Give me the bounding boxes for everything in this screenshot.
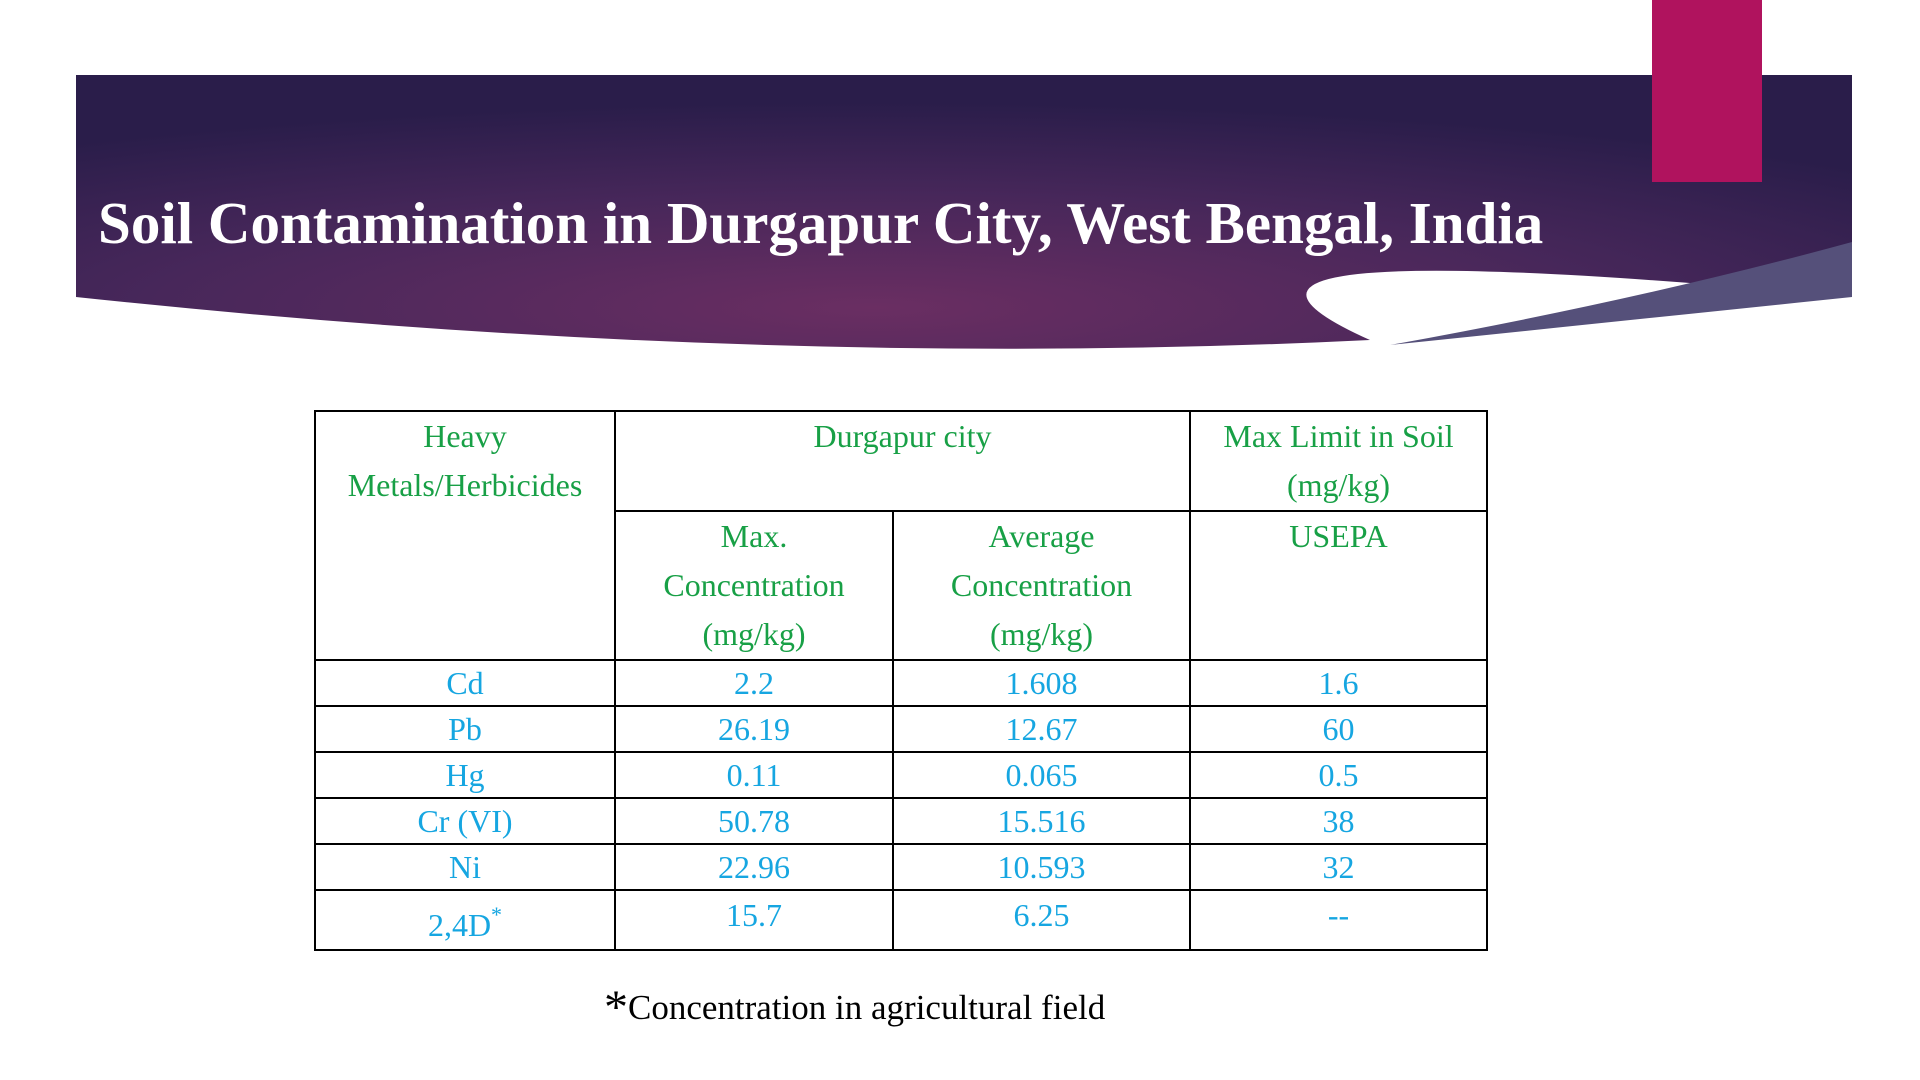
cell-metal-name: 2,4D	[427, 907, 492, 943]
header-heavy-metals-line1: Heavy	[423, 418, 507, 454]
header-durgapur-city: Durgapur city	[615, 411, 1190, 511]
footnote	[604, 980, 1105, 1035]
cell-avg: 10.593	[893, 844, 1190, 890]
slide-title: Soil Contamination in Durgapur City, West Bengal, India	[98, 190, 1544, 256]
header-max-limit-line2: (mg/kg)	[1286, 467, 1391, 503]
header-avg-conc-line2: Concentration	[950, 567, 1133, 603]
cell-limit: 38	[1190, 798, 1487, 844]
table-row	[315, 798, 1487, 844]
header-heavy-metals-line2: Metals/Herbicides	[347, 467, 583, 503]
cell-metal: Cd	[315, 660, 615, 706]
cell-max: 0.11	[615, 752, 893, 798]
table-row	[315, 706, 1487, 752]
cell-max: 22.96	[615, 844, 893, 890]
cell-metal: Pb	[315, 706, 615, 752]
header-avg-conc-line1: Average	[988, 518, 1095, 554]
header-max-conc-line3: (mg/kg)	[702, 616, 806, 652]
cell-max: 26.19	[615, 706, 893, 752]
cell-limit: 0.5	[1190, 752, 1487, 798]
cell-avg: 15.516	[893, 798, 1190, 844]
cell-metal: Hg	[315, 752, 615, 798]
cell-metal: Cr (VI)	[315, 798, 615, 844]
footnote-star: *	[604, 981, 628, 1034]
cell-limit: 60	[1190, 706, 1487, 752]
table-row	[315, 844, 1487, 890]
cell-max: 50.78	[615, 798, 893, 844]
header-max-concentration	[615, 511, 893, 660]
cell-metal: Ni	[315, 844, 615, 890]
footnote-marker: *	[491, 902, 503, 927]
header-avg-conc-line3: (mg/kg)	[989, 616, 1094, 652]
header-usepa: USEPA	[1190, 511, 1487, 660]
table-row	[315, 890, 1487, 950]
cell-avg: 1.608	[893, 660, 1190, 706]
cell-limit: --	[1190, 890, 1487, 950]
cell-avg: 12.67	[893, 706, 1190, 752]
header-max-conc-line2: Concentration	[663, 567, 845, 603]
cell-metal	[315, 890, 615, 950]
cell-max: 15.7	[615, 890, 893, 950]
accent-tab	[1652, 0, 1762, 182]
header-max-limit	[1190, 411, 1487, 511]
contamination-table	[314, 410, 1488, 951]
header-max-conc-line1: Max.	[720, 518, 788, 554]
cell-max: 2.2	[615, 660, 893, 706]
cell-avg: 0.065	[893, 752, 1190, 798]
table-row	[315, 660, 1487, 706]
cell-avg: 6.25	[893, 890, 1190, 950]
header-heavy-metals	[315, 411, 615, 660]
cell-limit: 32	[1190, 844, 1487, 890]
header-max-limit-line1: Max Limit in Soil	[1223, 418, 1454, 454]
header-average-concentration	[893, 511, 1190, 660]
table-row	[315, 752, 1487, 798]
cell-limit: 1.6	[1190, 660, 1487, 706]
footnote-text: Concentration in agricultural field	[628, 988, 1106, 1027]
